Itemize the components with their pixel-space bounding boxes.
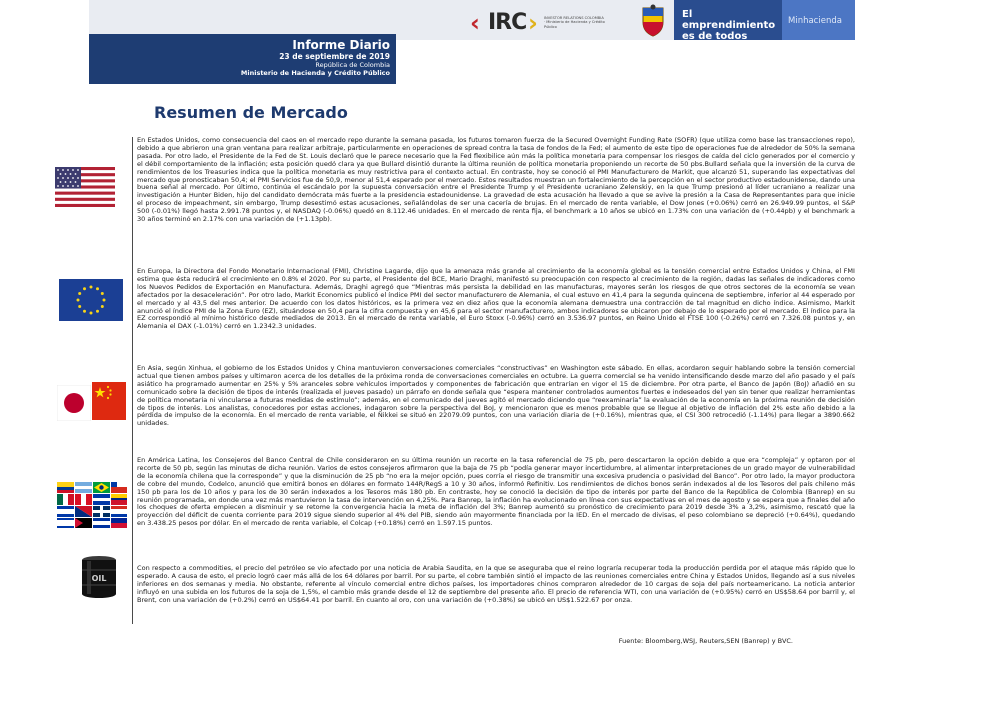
ministry-label: Ministerio de Hacienda y Crédito Público — [240, 69, 390, 77]
minhacienda-label: Minhacienda — [788, 16, 842, 26]
minhacienda-banner — [782, 0, 855, 40]
commodities-paragraph: Con respecto a commodities, el precio del petróleo se vio afectado por una noticia de Arabia Saudita, en la que se aseguraba que el reino lograría recuperar toda la producción perdida por el ataque más rápido que lo esperado. A causa de esto, el precio logró caer más allá de los 64 dólares por barril. Por su parte, el cobre también sintió el impacto de las reuniones comerciales entre China y Estados Unidos, llegando así a sus niveles inferiores en dos semanas y media. No obstante, referente al vínculo comercial entre dichos países, los importadores chinos compraron alrededor de 10 cargas de soja del país norteamericano. La noticia anterior influyó en una subida en los futuros de la soja de 1,5%, el cambio más grande desde el 12 de septiembre del presente año. El precio de referencia WTI, con una variación de (+0.95%) cerró en US$58.64 por barril y, el Brent, con una variación de (+0.2%) cerró en US$64.41 por barril. En cuanto al oro, con una variación de (+0.38%) se ubicó en US$1.522.67 por onza. — [137, 564, 855, 604]
section-divider — [132, 137, 133, 624]
usa-flag-icon — [55, 167, 115, 207]
section-title: Resumen de Mercado — [154, 103, 348, 122]
irc-logo: ‹ IRC › INVESTOR RELATIONS COLOMBIA · Ministerio de Hacienda y Crédito Público — [470, 9, 605, 37]
europe-paragraph: En Europa, la Directora del Fondo Monetario Internacional (FMI), Christine Lagarde, dijo que la amenaza más grande al crecimiento de la economía global es la tensión comercial entre Estados Unidos y China, el FMI estima que ésta reducirá el crecimiento en 0.8% el 2020. Por su parte, el Presidente del BCE, Mario Draghi, manifestó su preocupación con respecto al crecimiento de la región, dadas las señales de indicadores como los Nuevos Pedidos de Exportación en Manufactura. Además, Draghi agregó que “Mientras más persista la debilidad en las manufacturas, mayores serán los riesgos de que otros sectores de la economía se vean afectados por la desaceleración”. Por otro lado, Markit Economics publicó el índice PMI del sector manufacturero de Alemania, el cual estuvo en 41,4 para la segunda quincena de septiembre, inferior al 44 esperado por el mercado y al 43,5 del mes anterior. De acuerdo con los datos históricos, es la primera vez en diez años que la economía alemana demuestra una contracción de tal magnitud en dicho índice. Asimismo, Markit anunció el índice PMI de la Zona Euro (EZ), situándose en 50,4 para la cifra compuesta y en 45,6 para el sector manufacturero, ambos indicadores se ubicaron por debajo de lo esperado por el mercado. El índice para la EZ correspondió al mínimo histórico desde mediados de 2013. En el mercado de renta variable, el Euro Stoxx (-0.96%) cerró en 3.536.97 puntos, en Reino Unido el FTSE 100 (-0.26%) cerró en 7.326.08 puntos y, en Alemania el DAX (-1.01%) cerró en 1.2342.3 unidades. — [137, 267, 855, 331]
oil-barrel-icon — [79, 555, 119, 599]
emprendimiento-banner — [674, 0, 782, 40]
asia-paragraph: En Asia, según Xinhua, el gobierno de los Estados Unidos y China mantuvieron conversaciones comerciales “constructivas” en Washington este sábado. En ellas, acordaron seguir hablando sobre la tensión comercial actual que tienen ambos países y ultimaron acerca de los detalles de la próxima ronda de conversaciones comerciales en octubre. La guerra comercial se ha venido intensificando desde marzo del año pasado y el país asiático ha programado aumentar en 25% y 5% aranceles sobre vehículos importados y componentes de fabricación que entrarían en vigor el 15 de diciembre. Por otra parte, el Banco de Japón (BoJ) añadió en su comunicado sobre la decisión de tipos de interés (realizada el jueves pasado) un párrafo en donde señala que “espera mantener controlados aumentos fuertes e indeseados del yen sin tener que realizar herramientas de política monetaria ni vincularse a futuras medidas de estímulo”; además, en el comunicado del jueves agitó el mercado diciendo que “reexaminaría” la evaluación de la economía en la próxima reunión de decisión de tipos de interés. Los analistas, conocedores por estas acciones, indagaron sobre la perspectiva del BoJ, y mencionaron que es menos probable que se llegue al objetivo de inflación del 2% este año debido a la pérdida de impulso de la economía. En el mercado de renta variable, el Nikkei se situó en 22079.09 puntos, con una variación diaria de (+0.16%), mientras que, el CSI 300 retrocedió (-1.14%) para llegar a 3890.662 unidades. — [137, 364, 855, 428]
emprendimiento-line2: es de todos — [682, 31, 748, 42]
irc-tagline: INVESTOR RELATIONS COLOMBIA · Ministerio de Hacienda y Crédito Público — [544, 16, 605, 29]
source-footer: Fuente: Bloomberg,WSJ, Reuters,SEN (Banrep) y BVC. — [618, 637, 793, 645]
eu-flag-icon — [59, 279, 123, 321]
colombia-coat-of-arms-icon — [639, 4, 667, 38]
latin-america-paragraph: En América Latina, los Consejeros del Banco Central de Chile consideraron en su última reunión un recorte en la tasa referencial de 75 pb, pero descartaron la opción debido a que era “compleja” y optaron por el recorte de 50 pb, según las minutas de dicha reunión. Varios de estos consejeros afirmaron que la baja de 75 pb “podía generar mayor incertidumbre, al alimentar interpretaciones de un grado mayor de vulnerabilidad de la economía chilena que la corresponde” y que la disminución de 25 pb “no era la mejor opción, pues corría el riesgo de transmitir una excesiva prudencia o pasividad del Banco”. Por otro lado, la mayor productora de cobre del mundo, Codelco, anunció que emitirá bonos en dólares en formato 144R/RegS a 10 y 30 años, informó Refinitiv. Los rendimientos de dichos bonos serán indexados al de los Tesoros del país chileno más 150 pb para los de 10 años y para los de 30 serán indexados a los Tesoros más 180 pb. En contraste, hoy se conoció la decisión de tipo de interés por parte del Banco de la República de Colombia (Banrep) en su reunión programada, en donde una vez más mantuvieron la tasa de intervención en 4,25%. Para Banrep, la inflación ha evolucionado en línea con sus expectativas en el mes de agosto y se espera que a finales del año los choques de oferta empiecen a disminuir y se retome la convergencia hacia la meta de inflación del 3%; Banrep aumentó su pronóstico de crecimiento para 2019 desde 3% a 3,2%, asimismo, rescató que la proyección del déficit de cuenta corriente para 2019 sigue siendo superior al 4% del PIB, siendo aún mayormente financiada por la IED. En el mercado de divisas, el peso colombiano se depreció (+0.64%), quedando en 3.438.25 pesos por dólar. En el mercado de renta variable, el Colcap (+0.18%) cerró en 1.597.15 puntos. — [137, 456, 855, 528]
latin-america-flags-icon — [57, 482, 127, 528]
republic-label: República de Colombia — [315, 61, 390, 69]
china-flag-icon — [92, 382, 126, 420]
report-title: Informe Diario — [292, 38, 390, 52]
usa-paragraph: En Estados Unidos, como consecuencia del caos en el mercado repo durante la semana pasada, los futuros tomaron fuerza de la Secured Overnight Funding Rate (SOFR) (que utiliza como base las transacciones repo), debido a que abrieron una gran ventana para realizar arbitraje, particularmente en operaciones de spread contra la tasa de fondos de la Fed; el aumento de este tipo de operaciones fue de alrededor de 50% la semana pasada. Por otro lado, el Presidente de la Fed de St. Louis declaró que le parece necesario que la Fed flexibilice aún más la política monetaria para compensar los riesgos de caída del ciclo generados por el comercio y el débil comportamiento de la inflación; esta posición quedó clara ya que Bullard disintió durante la última reunión de política monetaria proponiendo un recorte de 50 pbs.Bullard señala que la inversión de la curva de rendimientos de los Treasuries indica que la política monetaria es muy restrictiva para el contexto actual. En contraste, hoy se conoció el PMI Manufacturero de Markit, que alcanzó 51, superando las expectativas del mercado que pronosticaban 50,4; el PMI Servicios fue de 50,9, menor al 51,4 esperado por el mercado. Estos resultados muestran un fortalecimiento de la percepción en el sector productivo estadounidense, dando una buena señal al mercado. Por último, continúa el escándalo por la supuesta conversación entre el Presidente Trump y el Presidente ucraniano Zelenskiy, en la que Trump presionó al líder ucraniano a realizar una investigación a Hunter Biden, hijo del candidato demócrata más fuerte a la presidencia estadounidense. La gravedad de esta acusación ha llevado a que se avive la presión a la Casa de Representantes para que inicie el proceso de impeachment, sin embargo, Trump desestimó estas acusaciones, señalándolas de ser una cacería de brujas. En el mercado de renta variable, el Dow Jones (+0.06%) cerró en 26.949.99 puntos, el S&P 500 (-0.01%) llegó hasta 2.991.78 puntos y, el NASDAQ (-0.06%) quedó en 8.112.46 unidades. En el mercado de renta fija, el benchmark a 10 años se ubicó en 1.73% con una variación de (+0.44pb) y el benchmark a 30 años terminó en 2.17% con una variación de (+1.13pb). — [137, 136, 855, 224]
japan-flag-icon — [57, 385, 91, 421]
oil-barrel-label: OIL — [91, 574, 107, 583]
irc-logo-text: IRC — [488, 10, 527, 35]
report-date: 23 de septiembre de 2019 — [279, 52, 390, 61]
emprendimiento-line1: El emprendimiento — [682, 9, 776, 31]
report-title-box — [89, 34, 396, 84]
